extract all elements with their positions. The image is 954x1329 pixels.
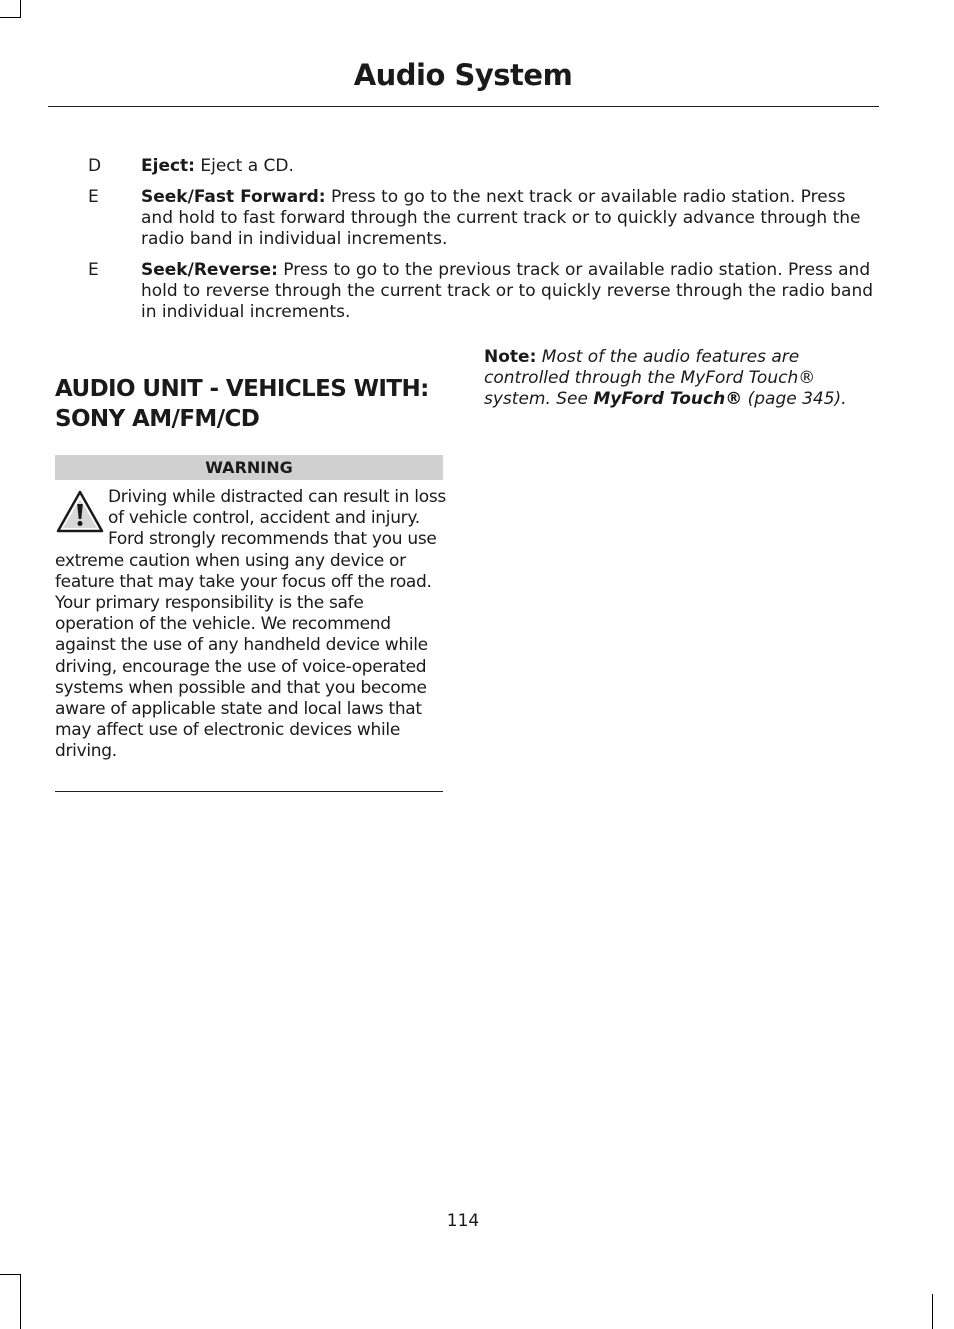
header-divider [48, 106, 879, 107]
list-item [86, 156, 876, 177]
item-text: Press to go to the previous track or available radio station. Press and hold to reverse through the current track or to quickly reverse through the radio band in individual increments. [141, 260, 874, 322]
crop-mark [20, 1274, 21, 1329]
item-label: Seek/Fast Forward: [141, 187, 326, 207]
item-letter: E [88, 260, 99, 280]
page-title: Audio System [353, 58, 573, 92]
crop-mark [0, 1274, 20, 1275]
list-item [86, 260, 876, 323]
warning-body [55, 487, 447, 763]
warning-triangle-icon [55, 489, 105, 535]
warning-text: Driving while distracted can result in loss of vehicle control, accident and injury. Ford strongly recommends that you use extreme caution when using any device or feature that may take your focus off the road. Your primary responsibility is the safe operation of the vehicle. We recommend against the use of any handheld device while driving, encourage the use of voice-operated systems when possible and that you become aware of applicable state and local laws that may affect use of electronic devices while driving. [55, 487, 446, 762]
section-heading: AUDIO UNIT - VEHICLES WITH: SONY AM/FM/CD [55, 376, 429, 432]
note [484, 347, 884, 410]
warning-divider [55, 791, 443, 792]
item-label: Seek/Reverse: [141, 260, 278, 280]
item-text: Press to go to the next track or available radio station. Press and hold to fast forward through the current track or to quickly advance through the radio band in individual increments. [141, 187, 861, 249]
note-text: Most of the audio features are controlled through the MyFord Touch® system. See [484, 347, 816, 409]
item-letter: D [88, 156, 102, 176]
note-label: Note: [484, 347, 537, 367]
list-item [86, 187, 876, 250]
note-link[interactable]: MyFord Touch® [593, 389, 743, 409]
crop-mark [932, 1294, 933, 1329]
crop-mark [0, 17, 20, 18]
item-text: Eject a CD. [194, 156, 294, 176]
item-label: Eject: [141, 156, 195, 176]
crop-mark [20, 0, 21, 18]
item-letter: E [88, 187, 99, 207]
warning-title: WARNING [55, 455, 443, 480]
note-page-ref: (page 345). [742, 389, 847, 409]
page-number: 114 [446, 1211, 480, 1231]
